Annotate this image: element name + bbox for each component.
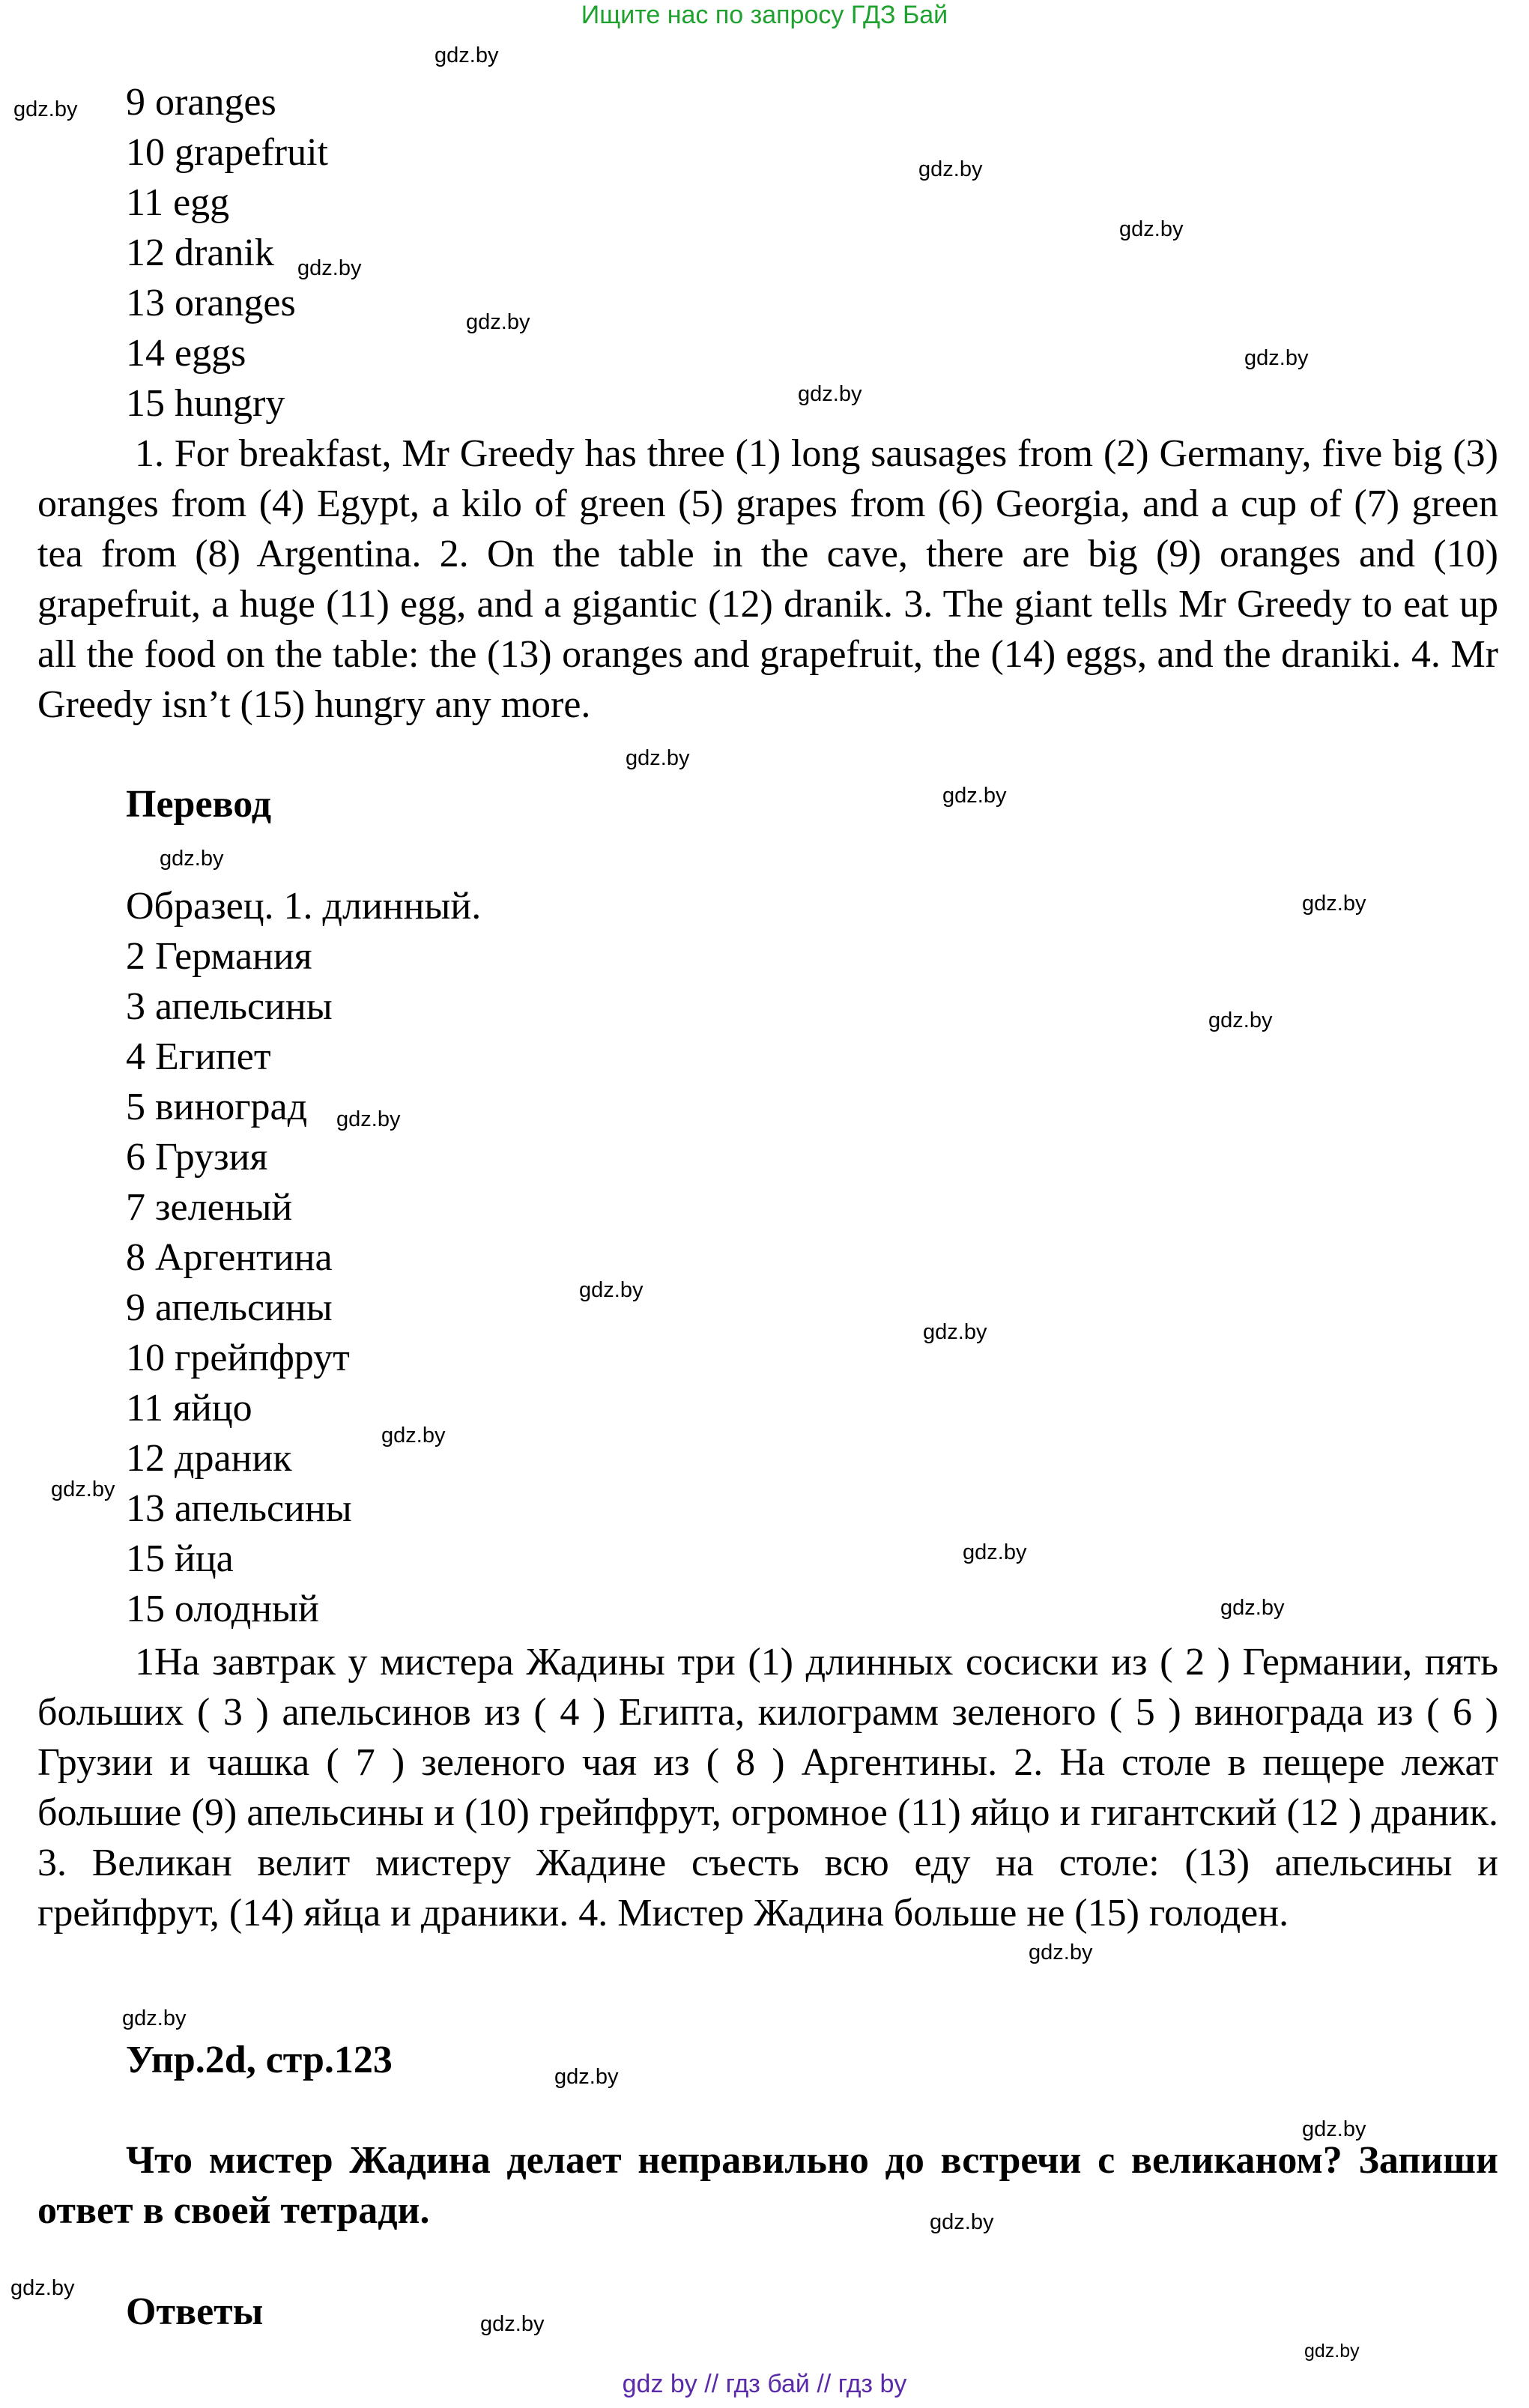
watermark: gdz.by bbox=[1119, 217, 1184, 241]
exercise-heading: Упр.2d, стр.123 bbox=[126, 2039, 393, 2081]
watermark: gdz.by bbox=[160, 847, 224, 871]
watermark: gdz.by bbox=[1208, 1008, 1273, 1032]
watermark: gdz.by bbox=[923, 1320, 987, 1344]
list-item: 12 драник bbox=[126, 1437, 292, 1480]
list-item: 13 апельсины bbox=[126, 1487, 352, 1530]
answers-list-en bbox=[126, 77, 328, 429]
watermark: gdz.by bbox=[942, 784, 1007, 808]
watermark: gdz.by bbox=[10, 2276, 75, 2300]
english-text-paragraph: 1. For breakfast, Mr Greedy has three (1) long sausages from (2) Germany, five big (3) oranges from (4) Egypt, a kilo of green (5) grapes from (6) Georgia, and a cup of (7) green tea from (8) Argentina. 2. On the table in the cave, there are big (9) oranges and (10) grapefruit, a huge (11) egg, and a gigantic (12) dranik. 3. The giant tells Mr Greedy to eat up all the food on the table: the (13) oranges and grapefruit, the (14) eggs, and the draniki. 4. Mr Greedy isn’t (15) hungry any more. bbox=[37, 432, 1498, 726]
watermark: gdz.by bbox=[381, 1424, 446, 1447]
list-item: 11 egg bbox=[126, 181, 230, 224]
translation-heading: Перевод bbox=[126, 783, 272, 826]
list-item: 9 апельсины bbox=[126, 1286, 333, 1329]
list-item: 12 dranik bbox=[126, 232, 274, 274]
exercise-question: Что мистер Жадина делает неправильно до встречи с великаном? Запиши ответ в своей тетради. bbox=[37, 2139, 1498, 2232]
watermark: gdz.by bbox=[579, 1278, 644, 1302]
list-item: 11 яйцо bbox=[126, 1387, 252, 1430]
watermark: gdz.by bbox=[1029, 1940, 1093, 1964]
list-item: Образец. 1. длинный. bbox=[126, 885, 482, 928]
list-item: 10 грейпфрут bbox=[126, 1337, 350, 1379]
list-item: 8 Аргентина bbox=[126, 1236, 333, 1279]
watermark: gdz.by bbox=[930, 2210, 994, 2234]
list-item: 10 grapefruit bbox=[126, 131, 329, 174]
list-item: 15 олодный bbox=[126, 1588, 319, 1630]
list-item: 2 Германия bbox=[126, 935, 312, 978]
watermark: gdz.by bbox=[1302, 2117, 1366, 2141]
watermark: gdz.by bbox=[626, 746, 690, 770]
watermark: gdz.by bbox=[554, 2065, 619, 2089]
watermark: gdz.by bbox=[1302, 892, 1366, 916]
list-item: 15 йца bbox=[126, 1537, 234, 1580]
watermark: gdz.by bbox=[480, 2312, 545, 2336]
footer-links[interactable]: gdz by // гдз бай // гдз by bbox=[622, 2370, 907, 2398]
list-item: 4 Египет bbox=[126, 1035, 271, 1078]
watermark: gdz.by bbox=[963, 1540, 1027, 1564]
watermark: gdz.by bbox=[336, 1107, 401, 1131]
watermark: gdz.by bbox=[798, 382, 862, 406]
watermark: gdz.by bbox=[435, 43, 499, 67]
list-item: 9 oranges bbox=[126, 81, 276, 124]
watermark: gdz.by bbox=[1304, 2341, 1360, 2362]
watermark: gdz.by bbox=[918, 157, 983, 181]
list-item: 6 Грузия bbox=[126, 1136, 268, 1179]
watermark: gdz.by bbox=[122, 2006, 187, 2030]
russian-text-paragraph: 1На завтрак у мистера Жадины три (1) длинных сосиски из ( 2 ) Германии, пять больших ( 3 ) апельсинов из ( 4 ) Египта, килограмм зеленого ( 5 ) винограда из ( 6 ) Грузии и чашка ( 7 ) зеленого чая из ( 8 ) Аргентины. 2. На столе в пещере лежат большие (9) апельсины и (10) грейпфрут, огромное (11) яйцо и гигантский (12 ) драник. 3. Великан велит мистеру Жадине съесть всю еду на столе: (13) апельсины и грейпфрут, (14) яйца и драники. 4. Мистер Жадина больше не (15) голоден. bbox=[37, 1641, 1498, 1934]
answers-list-ru bbox=[126, 881, 481, 1634]
watermark: gdz.by bbox=[51, 1477, 115, 1501]
list-item: 3 апельсины bbox=[126, 985, 333, 1028]
watermark: gdz.by bbox=[1220, 1596, 1285, 1620]
watermark: gdz.by bbox=[13, 97, 78, 121]
watermark: gdz.by bbox=[1244, 346, 1309, 370]
list-item: 15 hungry bbox=[126, 382, 285, 425]
list-item: 14 eggs bbox=[126, 332, 246, 375]
search-banner[interactable]: Ищите нас по запросу ГДЗ Бай bbox=[581, 1, 948, 29]
watermark: gdz.by bbox=[297, 256, 362, 280]
list-item: 7 зеленый bbox=[126, 1186, 293, 1229]
watermark: gdz.by bbox=[466, 310, 530, 334]
answers-heading: Ответы bbox=[126, 2290, 264, 2333]
list-item: 5 виноград bbox=[126, 1086, 308, 1128]
list-item: 13 oranges bbox=[126, 282, 296, 324]
